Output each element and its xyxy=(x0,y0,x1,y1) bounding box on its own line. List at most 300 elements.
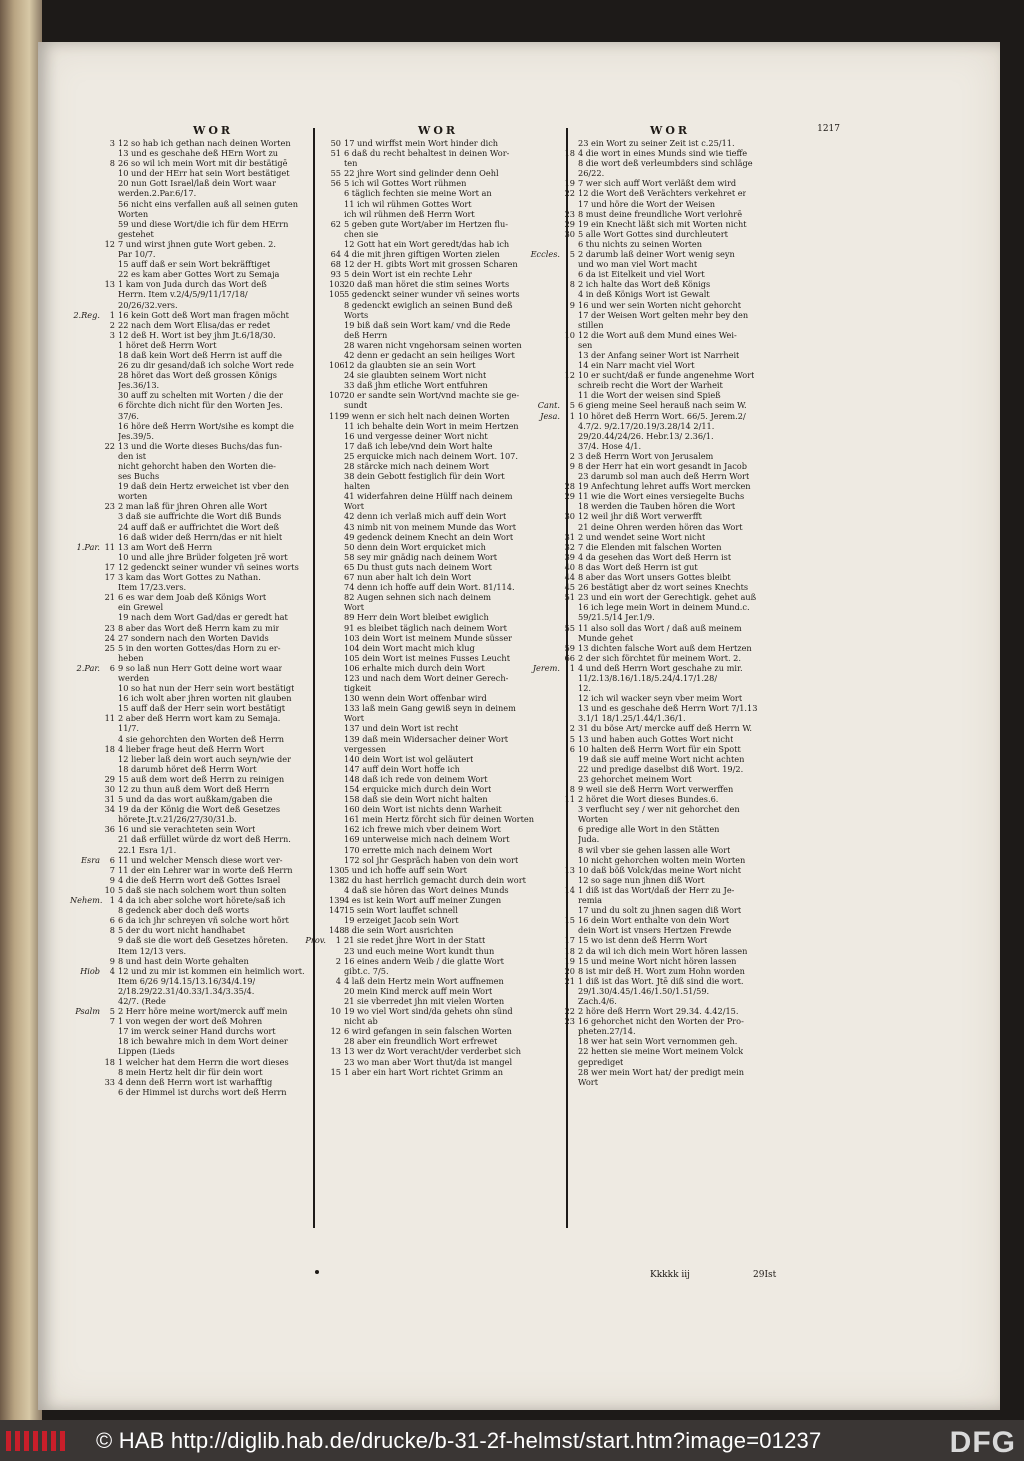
dfg-logo: DFG xyxy=(949,1426,1016,1459)
chapter-number: 23 xyxy=(564,208,575,219)
entry-text: 106 erhalte mich durch dein Wort xyxy=(344,662,485,673)
index-entry xyxy=(70,925,310,935)
index-entry xyxy=(70,1087,310,1097)
book-reference xyxy=(70,522,103,532)
chapter-number xyxy=(563,925,578,935)
entry-text: 18 daß kein Wort deß Herrn ist auff die xyxy=(118,349,282,360)
entry-text: 65 Du thust guts nach deinem Wort xyxy=(344,561,492,572)
book-reference xyxy=(296,834,329,844)
book-reference xyxy=(70,582,103,592)
chapter-number: 6 xyxy=(109,662,115,673)
book-reference xyxy=(530,602,563,612)
index-entry xyxy=(296,239,564,249)
chapter-number: 28 xyxy=(564,481,575,492)
column-head-3: WOR xyxy=(650,124,691,137)
entry-text: 20 mein Kind merck auff mein Wort xyxy=(344,985,493,996)
index-entry xyxy=(70,400,310,410)
index-entry xyxy=(70,643,310,653)
book-reference xyxy=(530,320,563,330)
entry-text: 19 erzeiget Jacob sein Wort xyxy=(344,915,459,926)
chapter-number: 7 xyxy=(109,1016,115,1027)
index-entry xyxy=(296,946,564,956)
entry-text: hörete.Jt.v.21/26/27/30/31.b. xyxy=(118,814,237,825)
chapter-number xyxy=(329,804,344,814)
book-reference xyxy=(296,713,329,723)
chapter-number xyxy=(329,229,344,239)
chapter-number xyxy=(103,996,118,1006)
chapter-number: 8 xyxy=(569,279,575,290)
chapter-number xyxy=(103,986,118,996)
book-reference xyxy=(70,138,103,148)
book-reference xyxy=(296,996,329,1006)
book-reference xyxy=(296,663,329,673)
index-entry xyxy=(296,1057,564,1067)
index-entry xyxy=(70,824,310,834)
entry-text: 4 daß sie hören das Wort deines Munds xyxy=(344,884,509,895)
index-entry xyxy=(70,522,310,532)
index-entry xyxy=(530,582,800,592)
index-entry xyxy=(296,885,564,895)
index-entry xyxy=(296,441,564,451)
index-entry xyxy=(530,501,800,511)
chapter-number xyxy=(103,693,118,703)
entry-text: 13 der Anfang seiner Wort ist Narrheit xyxy=(578,349,740,360)
book-reference xyxy=(296,532,329,542)
book-reference xyxy=(530,976,563,986)
book-reference xyxy=(70,925,103,935)
chapter-number xyxy=(329,320,344,330)
chapter-number xyxy=(563,895,578,905)
index-entry xyxy=(70,441,310,451)
book-reference xyxy=(296,1046,329,1056)
book-reference xyxy=(70,209,103,219)
book-reference xyxy=(70,875,103,885)
index-entry xyxy=(70,178,310,188)
book-reference xyxy=(70,461,103,471)
book-reference xyxy=(296,350,329,360)
chapter-number xyxy=(563,239,578,249)
chapter-number xyxy=(103,612,118,622)
entry-text: 16 ich lege mein Wort in deinem Mund.c. xyxy=(578,602,750,613)
book-reference xyxy=(70,219,103,229)
chapter-number xyxy=(103,946,118,956)
book-reference: Jerem. xyxy=(532,662,560,673)
index-entry xyxy=(70,491,310,501)
index-entry xyxy=(70,764,310,774)
index-entry xyxy=(296,774,564,784)
chapter-number xyxy=(103,723,118,733)
chapter-number xyxy=(563,138,578,148)
entry-text: 162 ich frewe mich vber deinem Wort xyxy=(344,824,501,835)
index-entry xyxy=(70,289,310,299)
index-entry xyxy=(530,552,800,562)
book-reference xyxy=(296,491,329,501)
book-reference xyxy=(530,542,563,552)
entry-text: 19 daß dein Hertz erweichet ist vber den xyxy=(118,481,290,492)
entry-text: 21 deine Ohren werden hören das Wort xyxy=(578,521,743,532)
entry-text: vergessen xyxy=(344,743,386,754)
book-reference xyxy=(296,390,329,400)
index-entry xyxy=(296,734,564,744)
chapter-number xyxy=(563,168,578,178)
chapter-number: 9 xyxy=(109,874,115,885)
book-reference xyxy=(296,471,329,481)
entry-text: 30 auff zu schelten mit Worten / die der xyxy=(118,390,283,401)
index-entry xyxy=(70,199,310,209)
chapter-number xyxy=(563,855,578,865)
index-entry xyxy=(70,300,310,310)
entry-text: ein Grewel xyxy=(118,602,164,613)
index-entry xyxy=(530,865,800,875)
chapter-number: 18 xyxy=(104,1056,115,1067)
entry-text: 11 ich behalte dein Wort in meim Hertzen xyxy=(344,420,519,431)
book-reference: Prov. xyxy=(305,935,326,946)
book-reference xyxy=(296,562,329,572)
index-entry xyxy=(530,976,800,986)
index-entry xyxy=(70,310,310,320)
chapter-number xyxy=(103,1036,118,1046)
entry-text: 8 must deine freundliche Wort verlohrē xyxy=(578,208,743,219)
chapter-number xyxy=(329,703,344,713)
chapter-number xyxy=(563,501,578,511)
index-entry xyxy=(530,1036,800,1046)
chapter-number xyxy=(329,431,344,441)
book-reference xyxy=(70,946,103,956)
entry-text: 28 wer mein Wort hat/ der predigt mein xyxy=(578,1066,744,1077)
entry-text: 26 zu dir gesand/daß ich solche Wort rede xyxy=(118,360,294,371)
chapter-number: 66 xyxy=(564,652,575,663)
index-entry xyxy=(70,612,310,622)
chapter-number xyxy=(329,794,344,804)
index-entry xyxy=(296,623,564,633)
index-entry xyxy=(296,229,564,239)
book-reference xyxy=(296,905,329,915)
chapter-number: 5 xyxy=(569,733,575,744)
entry-text: 8 mein Hertz helt dir für dein wort xyxy=(118,1066,263,1077)
entry-text: 82 Augen sehnen sich nach deinem xyxy=(344,592,491,603)
index-entry xyxy=(296,511,564,521)
book-reference xyxy=(530,451,563,461)
book-reference xyxy=(530,1046,563,1056)
chapter-number: 10 xyxy=(564,329,575,340)
chapter-number: 29 xyxy=(564,491,575,502)
chapter-number xyxy=(103,269,118,279)
index-entry xyxy=(70,1016,310,1026)
chapter-number xyxy=(329,592,344,602)
chapter-number xyxy=(103,834,118,844)
chapter-number: 130 xyxy=(329,864,345,875)
index-entry xyxy=(530,168,800,178)
index-entry xyxy=(530,986,800,996)
chapter-number xyxy=(329,845,344,855)
entry-text: 5 daß sie nach solchem wort thun solten xyxy=(118,884,287,895)
book-reference xyxy=(70,612,103,622)
book-reference xyxy=(296,693,329,703)
entry-text: 28 stärcke mich nach deinem Wort xyxy=(344,461,489,471)
book-reference xyxy=(296,138,329,148)
entry-text: 2 du hast herrlich gemacht durch dein wort xyxy=(344,874,526,885)
entry-text: 14 ein Narr macht viel Wort xyxy=(578,360,695,371)
index-entry xyxy=(530,915,800,925)
chapter-number: 25 xyxy=(104,642,115,653)
entry-text: 123 und nach dem Wort deiner Gerech- xyxy=(344,672,509,683)
entry-text: 49 gedenck deinem Knecht an dein Wort xyxy=(344,531,514,542)
chapter-number xyxy=(103,1026,118,1036)
chapter-number xyxy=(563,996,578,1006)
book-reference xyxy=(296,199,329,209)
book-reference xyxy=(296,451,329,461)
chapter-number: 139 xyxy=(329,895,345,906)
column-1 xyxy=(70,138,310,1097)
chapter-number: 11 xyxy=(564,794,575,805)
entry-text: 133 laß mein Gang gewiß seyn in deinem xyxy=(344,703,516,714)
index-entry xyxy=(530,421,800,431)
index-entry xyxy=(70,976,310,986)
book-reference xyxy=(530,239,563,249)
entry-text: 2 darumb laß deiner Wort wenig seyn xyxy=(578,249,735,260)
chapter-number xyxy=(563,845,578,855)
index-entry xyxy=(530,158,800,168)
book-reference xyxy=(70,259,103,269)
index-entry xyxy=(70,623,310,633)
entry-text: 59 und diese Wort/die ich für dem HErrn xyxy=(118,218,289,229)
index-entry xyxy=(530,925,800,935)
entry-text: 4.7/2. 9/2.17/20.19/3.28/14 2/11. xyxy=(578,420,715,431)
chapter-number xyxy=(103,511,118,521)
index-entry xyxy=(530,269,800,279)
index-entry xyxy=(530,239,800,249)
index-entry xyxy=(70,1046,310,1056)
entry-text: 67 nun aber halt ich dein Wort xyxy=(344,572,472,583)
book-reference xyxy=(70,300,103,310)
index-entry xyxy=(70,431,310,441)
chapter-number: 19 xyxy=(564,955,575,966)
book-reference xyxy=(70,431,103,441)
book-reference xyxy=(70,552,103,562)
book-reference xyxy=(296,1006,329,1016)
chapter-number xyxy=(563,834,578,844)
book-reference xyxy=(70,935,103,945)
index-entry xyxy=(296,935,564,945)
chapter-number xyxy=(563,764,578,774)
entry-text: 18 wer hat sein Wort vernommen geh. xyxy=(578,1036,738,1047)
book-reference xyxy=(296,310,329,320)
entry-text: Zach.4/6. xyxy=(578,995,617,1006)
index-entry xyxy=(296,1016,564,1026)
chapter-number xyxy=(563,310,578,320)
entry-text: 28 höret das Wort deß grossen Königs xyxy=(118,370,277,381)
index-entry xyxy=(530,471,800,481)
entry-text: 1 diß ist das Wort. Jtē diß sind die wort. xyxy=(578,975,744,986)
entry-text: 2 da wil ich dich mein Wort hören lassen xyxy=(578,945,748,956)
entry-text: Worts xyxy=(344,309,369,320)
entry-text: 25 erquicke mich nach deinem Wort. 107. xyxy=(344,450,518,461)
book-reference xyxy=(296,946,329,956)
index-entry xyxy=(70,734,310,744)
chapter-number xyxy=(563,421,578,431)
index-entry xyxy=(530,249,800,259)
book-reference xyxy=(296,925,329,935)
chapter-number xyxy=(329,340,344,350)
index-entry xyxy=(296,1006,564,1016)
book-reference xyxy=(70,501,103,511)
index-entry xyxy=(70,814,310,824)
index-entry xyxy=(530,209,800,219)
entry-text: 158 daß sie dein Wort nicht halten xyxy=(344,794,488,805)
book-reference xyxy=(70,289,103,299)
book-reference: 2.Reg. xyxy=(73,309,100,320)
book-reference xyxy=(296,188,329,198)
book-reference xyxy=(296,1067,329,1077)
chapter-number xyxy=(329,532,344,542)
index-entry xyxy=(70,471,310,481)
chapter-number xyxy=(103,350,118,360)
entry-text: 3 daß sie auffrichte die Wort diß Bunds xyxy=(118,511,282,522)
entry-text: 2 und wendet seine Wort nicht xyxy=(578,531,706,542)
book-reference: 2.Par. xyxy=(76,662,100,673)
book-reference xyxy=(530,612,563,622)
index-entry xyxy=(530,300,800,310)
entry-text: 22 und predige daselbst diß Wort. 19/2. xyxy=(578,763,744,774)
index-entry xyxy=(530,1046,800,1056)
chapter-number xyxy=(329,199,344,209)
book-reference xyxy=(530,734,563,744)
entry-text: 1 diß ist das Wort/daß der Herr zu Je- xyxy=(578,884,735,895)
chapter-number xyxy=(563,522,578,532)
entry-text: 42/7. (Rede xyxy=(118,995,166,1006)
entry-text: 21 sie redet jhre Wort in der Statt xyxy=(344,935,486,946)
chapter-number: 105 xyxy=(329,289,345,300)
chapter-number xyxy=(103,1046,118,1056)
index-entry xyxy=(530,966,800,976)
entry-text: 169 unterweise mich nach deinem Wort xyxy=(344,834,510,845)
index-entry xyxy=(70,532,310,542)
index-entry xyxy=(530,511,800,521)
entry-text: 2 höre deß Herrn Wort 29.34. 4.42/15. xyxy=(578,1006,739,1017)
book-reference xyxy=(296,653,329,663)
book-reference xyxy=(70,239,103,249)
index-entry xyxy=(296,249,564,259)
chapter-number xyxy=(103,340,118,350)
catchword: 29Ist xyxy=(753,1270,777,1280)
chapter-number: 23 xyxy=(564,1016,575,1027)
chapter-number xyxy=(103,653,118,663)
index-entry xyxy=(296,300,564,310)
chapter-number xyxy=(329,310,344,320)
book-reference xyxy=(296,219,329,229)
book-reference xyxy=(70,390,103,400)
index-entry xyxy=(296,289,564,299)
book-reference xyxy=(296,300,329,310)
entry-text: 56 nicht eins verfallen auß all seinen guten xyxy=(118,198,298,209)
entry-text: 15 und meine Wort nicht hören lassen xyxy=(578,955,737,966)
chapter-number: 55 xyxy=(564,622,575,633)
book-reference xyxy=(530,774,563,784)
index-entry xyxy=(530,633,800,643)
entry-text: 20 nun Gott Israel/laß dein Wort waar xyxy=(118,178,276,189)
index-entry xyxy=(530,643,800,653)
chapter-number: 10 xyxy=(330,1006,341,1017)
copyright-link[interactable]: © HAB http://diglib.hab.de/drucke/b-31-2f-helmst/start.htm?image=01237 xyxy=(96,1427,822,1453)
index-entry xyxy=(296,209,564,219)
chapter-number xyxy=(103,431,118,441)
index-entry xyxy=(296,370,564,380)
book-reference xyxy=(70,633,103,643)
entry-text: 11 ich wil rühmen Gottes Wort xyxy=(344,198,472,209)
chapter-number: 24 xyxy=(104,632,115,643)
entry-text: Wort xyxy=(344,713,364,724)
index-entry xyxy=(70,683,310,693)
entry-text: 42 denn ich verlaß mich auff dein Wort xyxy=(344,511,507,522)
book-reference xyxy=(70,370,103,380)
chapter-number xyxy=(563,905,578,915)
entry-text: 12 da glaubten sie an sein Wort xyxy=(344,360,476,371)
entry-text: 5 in den worten Gottes/das Horn zu er- xyxy=(118,642,281,653)
index-entry xyxy=(530,199,800,209)
book-reference xyxy=(530,824,563,834)
chapter-number xyxy=(329,1036,344,1046)
book-reference xyxy=(296,703,329,713)
index-entry xyxy=(70,390,310,400)
entry-text: 5 dein Wort ist ein rechte Lehr xyxy=(344,269,472,280)
index-entry xyxy=(530,441,800,451)
book-reference xyxy=(296,623,329,633)
chapter-number xyxy=(563,986,578,996)
book-reference xyxy=(70,269,103,279)
index-entry xyxy=(530,814,800,824)
entry-text: 12 deß H. Wort ist bey jhm Jt.6/18/30. xyxy=(118,329,276,340)
entry-text: 19 da der König die Wort deß Gesetzes xyxy=(118,804,281,815)
book-reference xyxy=(70,986,103,996)
book-reference xyxy=(70,744,103,754)
entry-text: 59/21.5/14 Jer.1/9. xyxy=(578,612,655,623)
index-entry xyxy=(70,653,310,663)
entry-text: 17 und höre die Wort der Weisen xyxy=(578,198,716,209)
entry-text: Item 12/13 vers. xyxy=(118,945,187,956)
chapter-number: 2 xyxy=(569,450,575,461)
index-entry xyxy=(70,552,310,562)
entry-text: 8 ist mir deß H. Wort zum Hohn worden xyxy=(578,965,745,976)
book-reference xyxy=(70,471,103,481)
chapter-number: 1 xyxy=(109,895,115,906)
index-entry xyxy=(296,956,564,966)
chapter-number xyxy=(563,1077,578,1087)
chapter-number: 51 xyxy=(330,148,341,159)
entry-text: 1 welcher hat dem Herrn die wort dieses xyxy=(118,1056,289,1067)
index-entry xyxy=(530,754,800,764)
book-reference xyxy=(70,562,103,572)
entry-text: 24 sie glaubten seinem Wort nicht xyxy=(344,370,487,381)
entry-text: 161 mein Hertz förcht sich für deinen Worten xyxy=(344,814,534,825)
index-entry xyxy=(70,411,310,421)
entry-text: 4 sie gehorchten den Worten deß Herrn xyxy=(118,733,285,744)
index-entry xyxy=(530,764,800,774)
chapter-number: 18 xyxy=(564,148,575,159)
chapter-number xyxy=(103,814,118,824)
book-reference xyxy=(530,138,563,148)
book-reference xyxy=(530,713,563,723)
index-entry xyxy=(530,219,800,229)
index-entry xyxy=(530,673,800,683)
entry-text: und wo man viel Wort macht xyxy=(578,259,698,270)
index-entry xyxy=(530,774,800,784)
entry-text: 16 eines andern Weib / die glatte Wort xyxy=(344,955,504,966)
book-reference: Psalm xyxy=(75,1006,100,1017)
book-reference xyxy=(296,289,329,299)
book-reference xyxy=(296,895,329,905)
index-entry xyxy=(296,592,564,602)
book-reference xyxy=(530,966,563,976)
